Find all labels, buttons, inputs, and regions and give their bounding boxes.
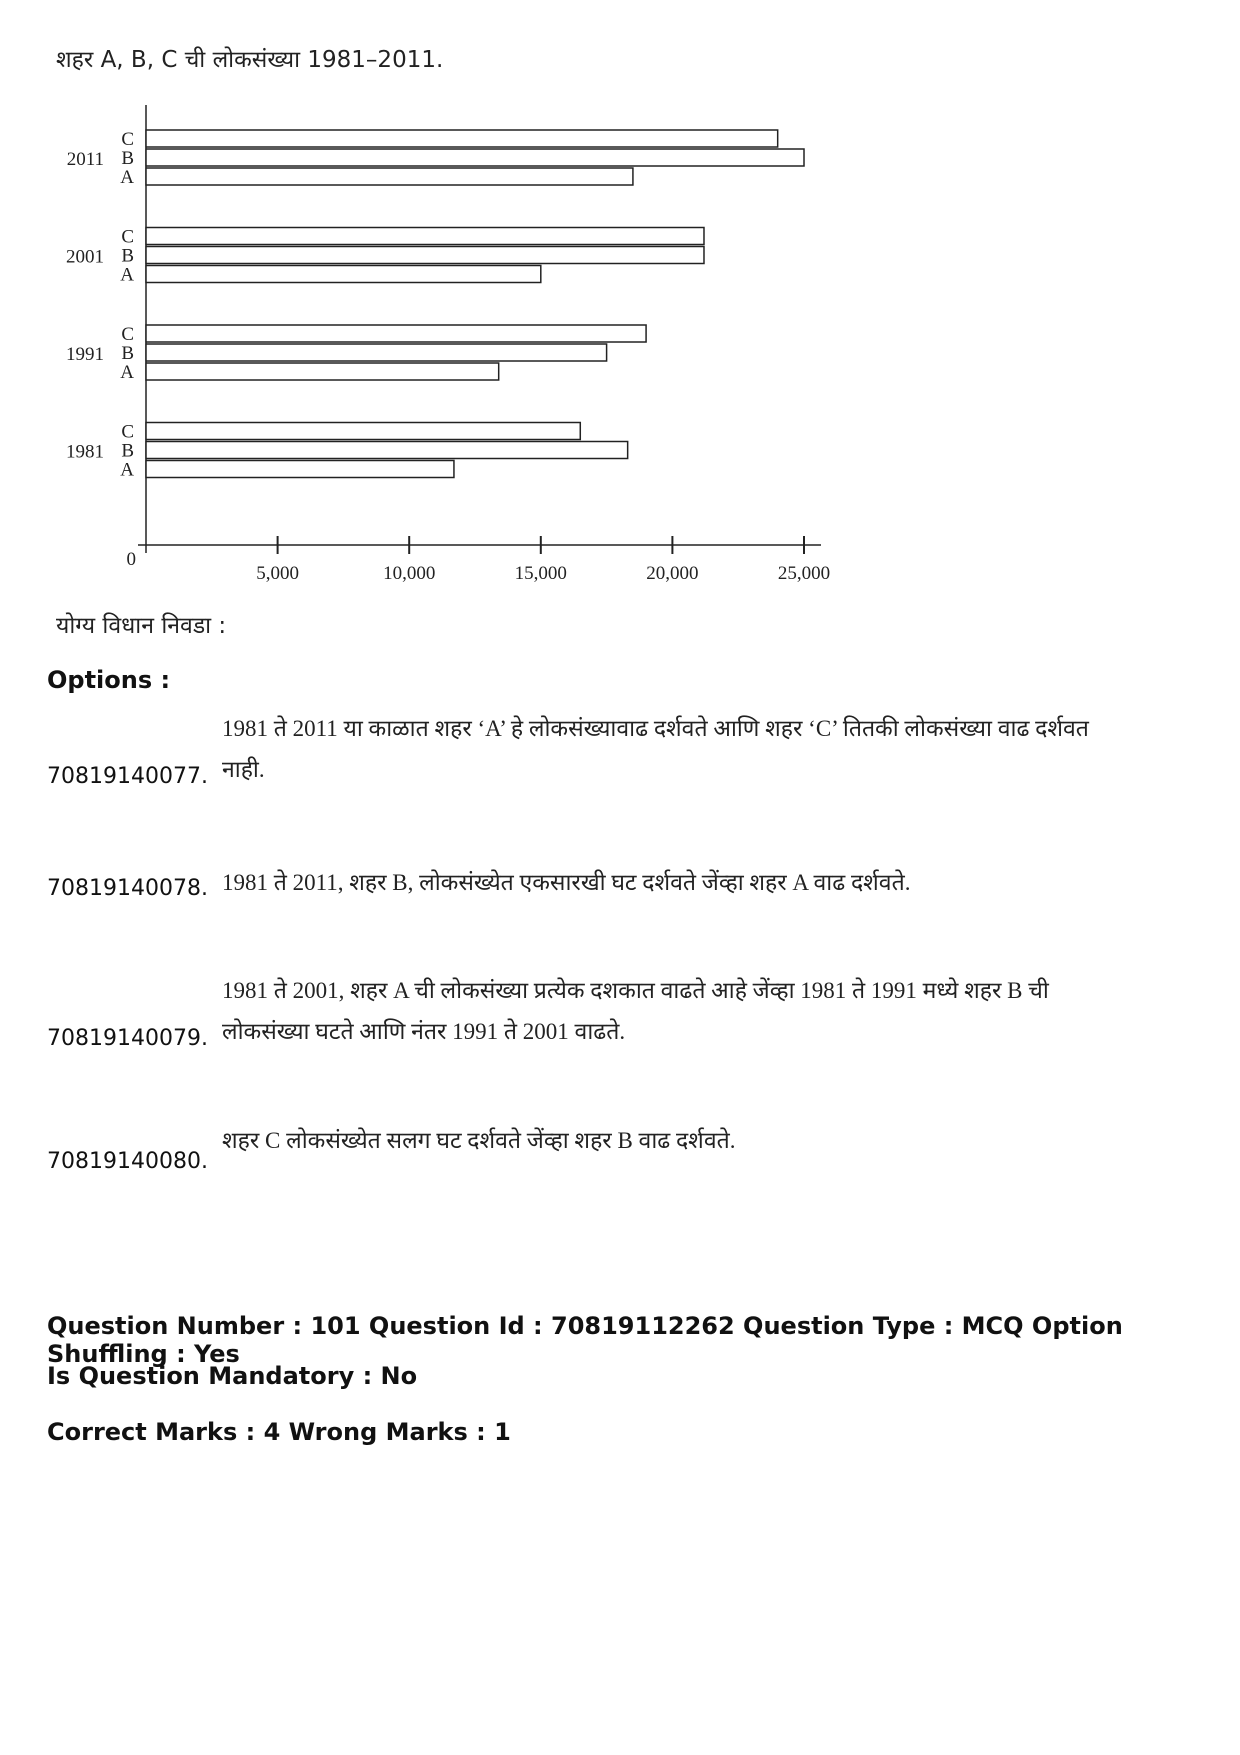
bar-2001-B [146, 247, 704, 264]
bar-2001-A [146, 266, 541, 283]
bar-2011-A [146, 168, 633, 185]
bar-1991-A [146, 363, 499, 380]
bar-city-label: A [120, 362, 134, 383]
bar-2011-C [146, 130, 778, 147]
group-year-label: 1991 [66, 344, 104, 365]
bar-city-label: C [121, 324, 134, 345]
x-tick-label: 20,000 [646, 563, 699, 584]
x-tick-label: 5,000 [256, 563, 299, 584]
bar-1981-C [146, 423, 580, 440]
group-year-label: 1981 [66, 441, 104, 463]
x-origin-label: 0 [126, 549, 136, 570]
option-text-2[interactable]: 1981 ते 2011, शहर B, लोकसंख्येत एकसारखी घट दर्शवते जेंव्हा शहर A वाढ दर्शवते. [222, 870, 911, 895]
chart-title: शहर A, B, C ची लोकसंख्या 1981–2011. [56, 47, 444, 73]
option-text-1[interactable]: 1981 ते 2011 या काळात शहर ‘A’ हे लोकसंख्यावाढ दर्शवते आणि शहर ‘C’ तितकी लोकसंख्या वाढ दर्शवत नाही. [222, 716, 1089, 782]
option-id-2: 70819140078. [47, 876, 208, 901]
bar-city-label: B [121, 343, 134, 364]
bar-city-label: C [121, 226, 134, 248]
options-label: Options : [47, 666, 171, 694]
bar-2011-B [146, 149, 804, 166]
question-meta-line-2: Is Question Mandatory : No [47, 1362, 418, 1390]
group-year-label: 2001 [66, 246, 104, 268]
x-tick-label: 10,000 [383, 563, 436, 584]
bar-city-label: B [121, 148, 134, 169]
option-text-3[interactable]: 1981 ते 2001, शहर A ची लोकसंख्या प्रत्येक दशकात वाढते आहे जेंव्हा 1981 ते 1991 मध्ये शहर B ची लोकसंख्या घटते आणि नंतर 1991 ते 2001 वाढते. [222, 978, 1049, 1044]
option-text-4[interactable]: शहर C लोकसंख्येत सलग घट दर्शवते जेंव्हा शहर B वाढ दर्शवते. [222, 1128, 736, 1153]
question-meta-line-1: Question Number : 101 Question Id : 70819112262 Question Type : MCQ Option Shuffling : Yes [47, 1312, 1123, 1368]
bar-1991-C [146, 325, 646, 342]
bar-1981-B [146, 442, 628, 459]
bar-1981-A [146, 461, 454, 478]
question-meta-line-3: Correct Marks : 4 Wrong Marks : 1 [47, 1418, 511, 1446]
bar-city-label: B [121, 440, 134, 462]
bar-city-label: C [121, 129, 134, 150]
question-instruction: योग्य विधान निवडा : [56, 613, 227, 639]
bar-1991-B [146, 344, 607, 361]
population-bar-chart [56, 95, 856, 605]
x-tick-label: 25,000 [777, 563, 831, 584]
option-id-3: 70819140079. [47, 1026, 208, 1051]
x-tick-label: 15,000 [514, 563, 567, 584]
group-year-label: 2011 [66, 149, 104, 170]
option-id-1: 70819140077. [47, 764, 208, 789]
option-id-4: 70819140080. [47, 1149, 208, 1174]
bar-2001-C [146, 228, 704, 245]
bar-city-label: A [120, 167, 134, 188]
bar-city-label: A [120, 264, 134, 286]
bar-city-label: B [121, 245, 134, 267]
bar-city-label: A [120, 459, 134, 481]
bar-city-label: C [121, 421, 134, 443]
